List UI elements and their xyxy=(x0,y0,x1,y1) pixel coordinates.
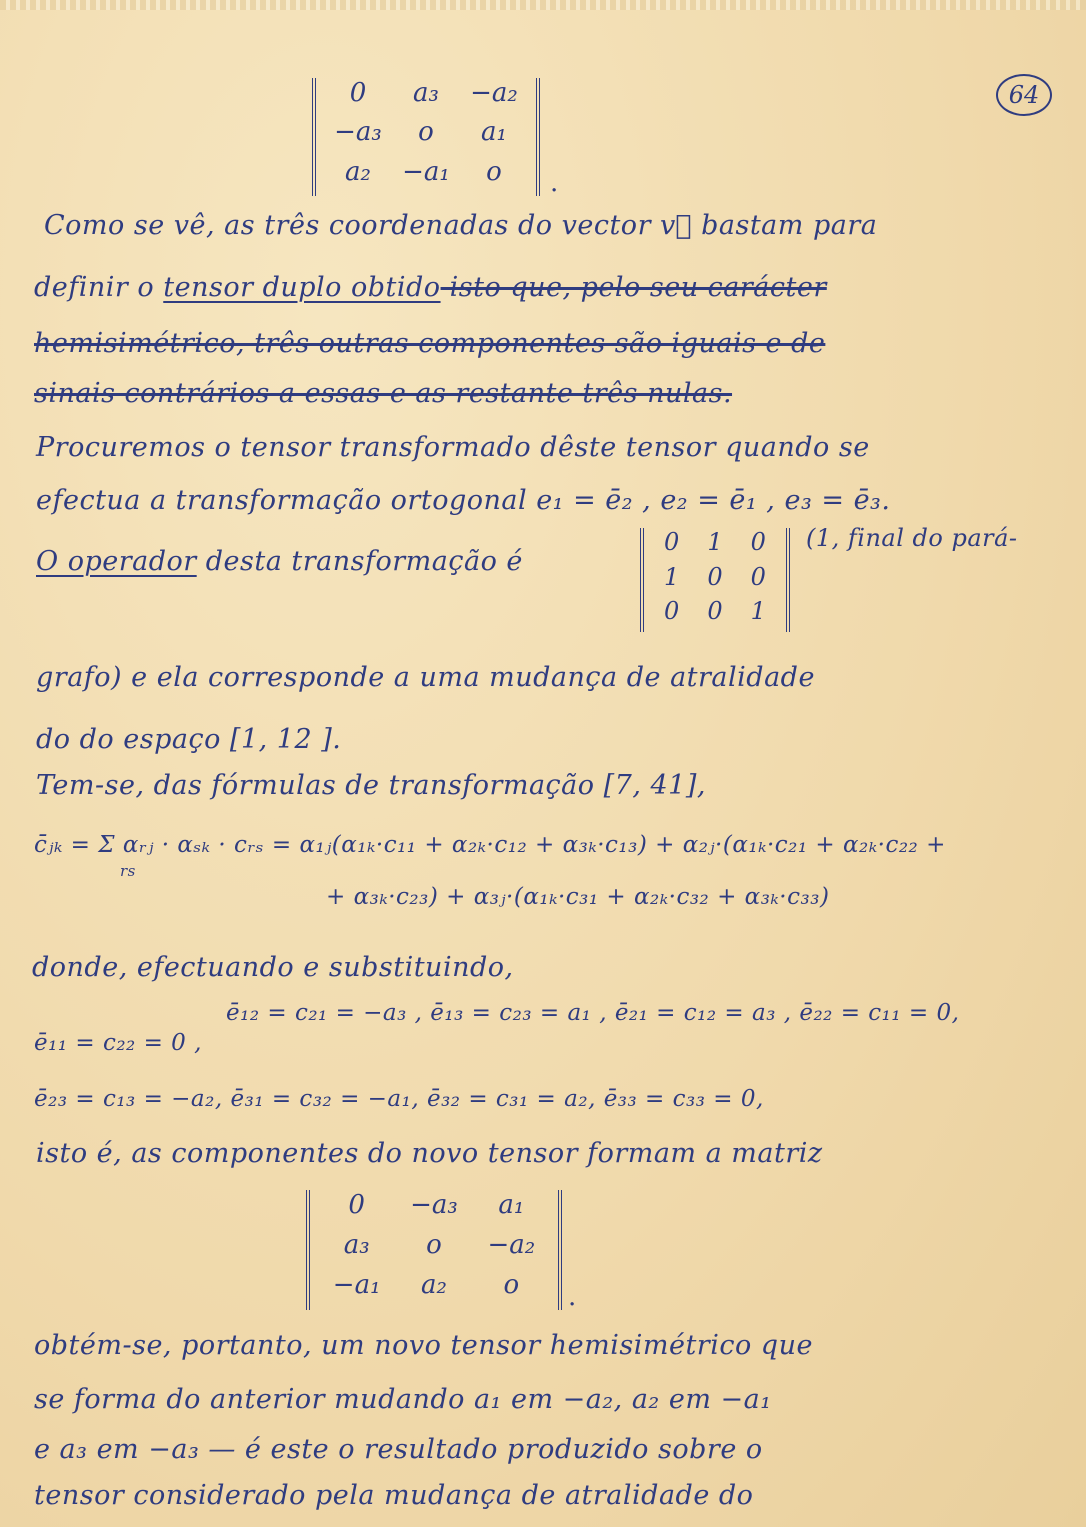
matrix-operator xyxy=(640,528,790,632)
text-line: obtém-se, portanto, um novo tensor hemisimétrico que xyxy=(34,1330,813,1361)
matrix-cell: 1 xyxy=(750,597,766,626)
matrix-cell: a₁ xyxy=(481,117,507,148)
equation-transform-cont: + α₃ₖ·c₂₃) + α₃ⱼ·(α₁ₖ·c₃₁ + α₂ₖ·c₃₂ + α₃ₖ·c₃₃) xyxy=(326,884,830,910)
matrix-cell: a₂ xyxy=(421,1270,447,1300)
text-line: Como se vê, as três coordenadas do vector v⃗ bastam para xyxy=(44,210,878,241)
text-line: se forma do anterior mudando a₁ em −a₂, a₂ em −a₁ xyxy=(34,1384,772,1415)
matrix-cell: 0 xyxy=(664,597,680,626)
matrix-cell: a₃ xyxy=(343,1230,370,1260)
matrix-cell: 0 xyxy=(750,528,766,556)
matrix-period: . xyxy=(550,168,559,198)
matrix-cell: 0 xyxy=(750,562,766,591)
matrix-cell: a₁ xyxy=(498,1190,525,1220)
text-line: Tem-se, das fórmulas de transformação [7, 41], xyxy=(36,770,706,801)
text-line: grafo) e ela corresponde a uma mudança de atralidade xyxy=(36,662,815,693)
struck-line: hemisimétrico, três outras componentes são iguais e de xyxy=(34,328,826,359)
matrix-cell: a₃ xyxy=(413,78,439,108)
matrix-cell: 0 xyxy=(349,78,367,108)
text-fragment: desta transformação é xyxy=(196,546,523,577)
matrix-cell: 1 xyxy=(707,528,723,556)
underlined-phrase: tensor duplo obtido xyxy=(163,272,441,303)
text-line: e a₃ em −a₃ — é este o resultado produzido sobre o xyxy=(34,1434,763,1465)
underlined-phrase: O operador xyxy=(36,546,197,577)
text-line: Procuremos o tensor transformado dêste tensor quando se xyxy=(36,432,870,463)
equation-line: ē₁₂ = c₂₁ = −a₃ , ē₁₃ = c₂₃ = a₁ , ē₂₁ = c₁₂ = a₃ , ē₂₂ = c₁₁ = 0, xyxy=(226,1000,960,1026)
struck-line: sinais contrários a essas e as restante três nulas. xyxy=(34,378,733,409)
matrix-cell: 0 xyxy=(348,1190,365,1220)
equation-subscript: rs xyxy=(120,862,136,880)
page-number: 64 xyxy=(996,74,1052,116)
text-line: do do espaço [1, 12 ]. xyxy=(36,724,342,755)
matrix-cell: 1 xyxy=(664,562,680,591)
equation-line: ē₂₃ = c₁₃ = −a₂, ē₃₁ = c₃₂ = −a₁, ē₃₂ = c₃₁ = a₂, ē₃₃ = c₃₃ = 0, xyxy=(34,1086,764,1112)
text-line: efectua a transformação ortogonal e₁ = ē₂ , e₂ = ē₁ , e₃ = ē₃. xyxy=(36,485,891,516)
text-line xyxy=(36,546,523,577)
matrix-period: . xyxy=(568,1282,577,1312)
matrix-skew-transformed xyxy=(306,1190,562,1310)
matrix-cell: −a₃ xyxy=(334,117,382,148)
matrix-cell: o xyxy=(503,1270,520,1300)
equation-transform: c̄ⱼₖ = Σ αᵣⱼ · αₛₖ · cᵣₛ = α₁ⱼ(α₁ₖ·c₁₁ + α₂ₖ·c₁₂ + α₃ₖ·c₁₃) + α₂ⱼ·(α₁ₖ·c₂₁ + α₂ₖ·c₂₂ + xyxy=(34,832,946,858)
matrix-cell: 0 xyxy=(707,597,723,626)
text-fragment: definir o xyxy=(34,272,164,303)
paper-torn-edge xyxy=(0,0,1086,10)
matrix-cell: −a₃ xyxy=(410,1190,458,1220)
text-line xyxy=(34,272,827,303)
matrix-skew-original xyxy=(312,78,540,196)
matrix-cell: 0 xyxy=(707,562,723,591)
text-line: (1, final do pará- xyxy=(806,524,1018,552)
matrix-cell: 0 xyxy=(664,528,680,556)
matrix-cell: −a₂ xyxy=(470,78,518,108)
text-line: isto é, as componentes do novo tensor formam a matriz xyxy=(36,1138,823,1169)
text-line: donde, efectuando e substituindo, xyxy=(32,952,514,983)
equation-line: ē₁₁ = c₂₂ = 0 , xyxy=(34,1030,202,1056)
matrix-cell: −a₁ xyxy=(402,156,450,187)
matrix-cell: o xyxy=(486,156,502,187)
matrix-cell: −a₁ xyxy=(332,1270,381,1300)
struck-phrase: isto que, pelo seu carácter xyxy=(440,272,827,303)
text-line: tensor considerado pela mudança de atralidade do xyxy=(34,1480,754,1511)
matrix-cell: −a₂ xyxy=(487,1230,536,1260)
matrix-cell: o xyxy=(426,1230,442,1260)
matrix-cell: o xyxy=(418,117,434,148)
matrix-cell: a₂ xyxy=(345,156,371,187)
